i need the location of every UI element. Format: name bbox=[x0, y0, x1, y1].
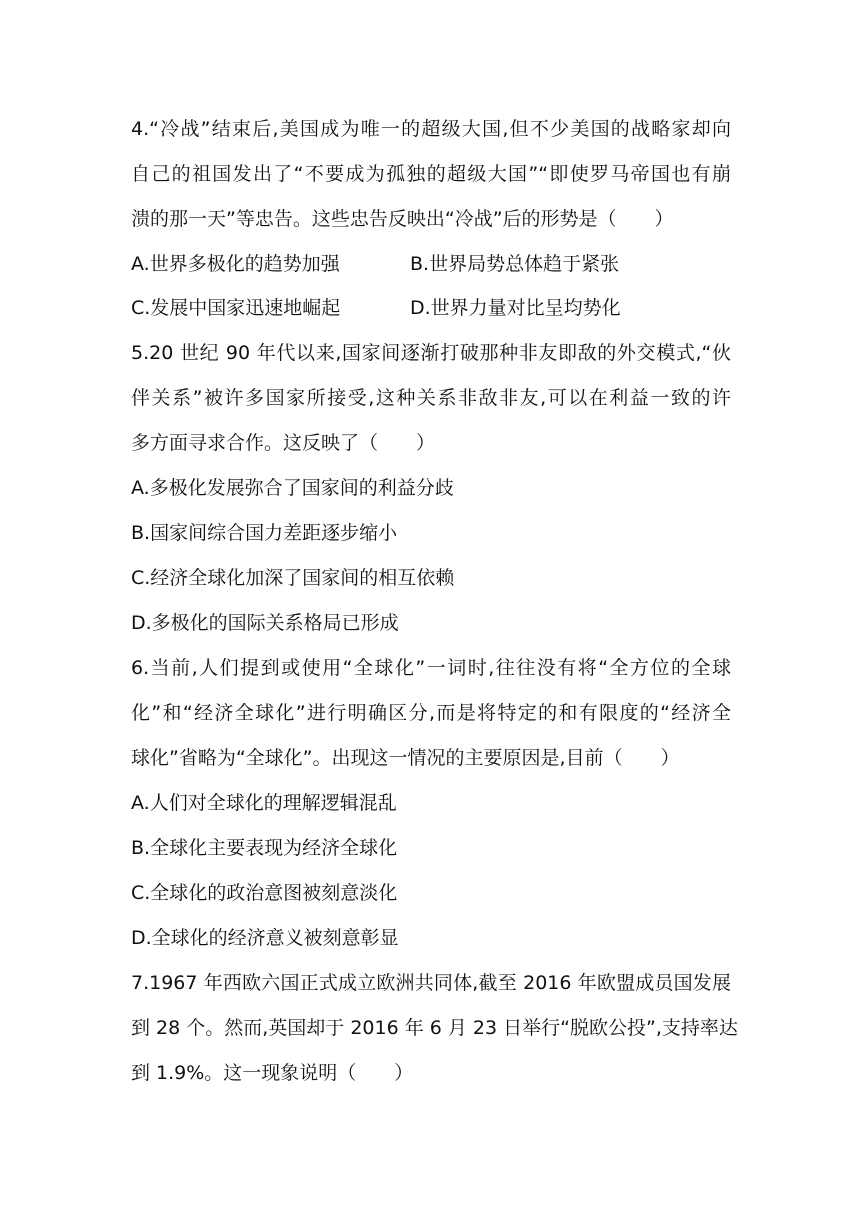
q4-stem-line-3: 溃的那一天”等忠告。这些忠告反映出“冷战”后的形势是（ ） bbox=[131, 208, 674, 230]
q6-option-a: A.人们对全球化的理解逻辑混乱 bbox=[131, 792, 397, 814]
q7-stem-line-2: 到 28 个。然而,英国却于 2016 年 6 月 23 日举行“脱欧公投”,支持率达 bbox=[131, 1017, 738, 1039]
q4-option-b: B.世界局势总体趋于紧张 bbox=[410, 253, 620, 275]
q6-stem-line-3: 球化”省略为“全球化”。出现这一情况的主要原因是,目前（ ） bbox=[131, 747, 680, 769]
q5-stem-line-3: 多方面寻求合作。这反映了（ ） bbox=[131, 432, 436, 454]
q4-option-a: A.世界多极化的趋势加强 bbox=[131, 253, 340, 275]
q5-option-a: A.多极化发展弥合了国家间的利益分歧 bbox=[131, 477, 454, 499]
q5-option-d: D.多极化的国际关系格局已形成 bbox=[131, 612, 399, 634]
q4-options-row-1 bbox=[131, 251, 731, 277]
q4-stem-line-2: 自己的祖国发出了“不要成为孤独的超级大国”“即使罗马帝国也有崩 bbox=[131, 163, 731, 185]
q5-stem-line-1: 5.20 世纪 90 年代以来,国家间逐渐打破那种非友即敌的外交模式,“伙 bbox=[131, 342, 731, 364]
q5-stem-line-2: 伴关系”被许多国家所接受,这种关系非敌非友,可以在利益一致的许 bbox=[131, 387, 731, 409]
q4-options-row-2 bbox=[131, 295, 731, 321]
q7-stem-line-1: 7.1967 年西欧六国正式成立欧洲共同体,截至 2016 年欧盟成员国发展 bbox=[131, 972, 731, 994]
q4-stem-line-1: 4.“冷战”结束后,美国成为唯一的超级大国,但不少美国的战略家却向 bbox=[131, 118, 731, 140]
q6-option-b: B.全球化主要表现为经济全球化 bbox=[131, 837, 398, 859]
q5-option-c: C.经济全球化加深了国家间的相互依赖 bbox=[131, 567, 455, 589]
q6-option-c: C.全球化的政治意图被刻意淡化 bbox=[131, 882, 398, 904]
q4-option-d: D.世界力量对比呈均势化 bbox=[410, 297, 621, 319]
q6-option-d: D.全球化的经济意义被刻意彰显 bbox=[131, 927, 399, 949]
q7-stem-line-3: 到 1.9%。这一现象说明（ ） bbox=[131, 1062, 414, 1084]
q6-stem-line-1: 6.当前,人们提到或使用“全球化”一词时,往往没有将“全方位的全球 bbox=[131, 657, 731, 679]
q6-stem-line-2: 化”和“经济全球化”进行明确区分,而是将特定的和有限度的“经济全 bbox=[131, 702, 731, 724]
q4-option-c: C.发展中国家迅速地崛起 bbox=[131, 297, 341, 319]
q5-option-b: B.国家间综合国力差距逐步缩小 bbox=[131, 522, 398, 544]
